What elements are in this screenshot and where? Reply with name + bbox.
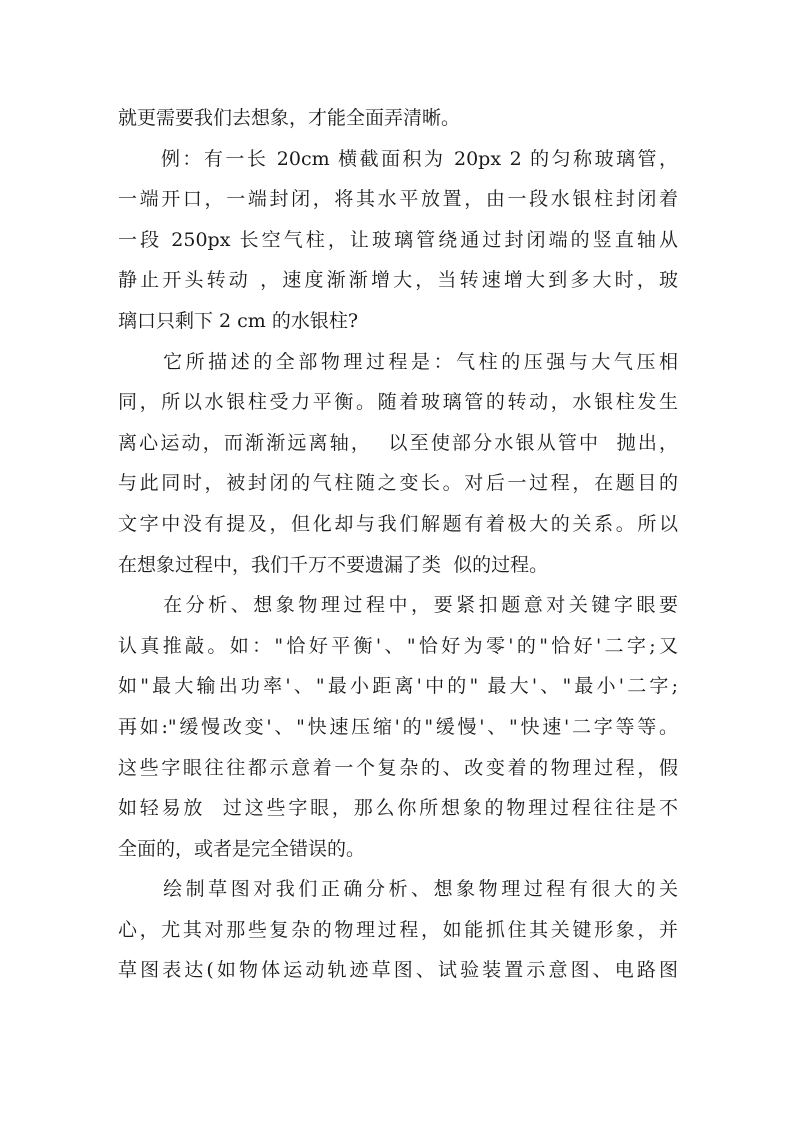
text-line: 全面的，或者是完全错误的。 [118, 837, 366, 860]
text-line: 文字中没有提及，但化却与我们解题有着极大的关系。所以 [118, 512, 678, 535]
body-text [118, 98, 678, 991]
text-line: 再如:"缓慢改变'、"快速压缩'的"缓慢'、"快速'二字等等。 [118, 715, 678, 738]
text-line: 离心运动，而渐渐远离轴， 以至使部分水银从管中 抛出， [118, 431, 678, 454]
text-line: 认真推敲。如："恰好平衡'、"恰好为零'的"恰好'二字;又 [118, 634, 678, 657]
text-line: 例：有一长 20cm 横截面积为 20px 2 的匀称玻璃管， [118, 147, 678, 170]
text-line: 一端开口，一端封闭，将其水平放置，由一段水银柱封闭着 [118, 188, 678, 211]
text-line: 如轻易放 过这些字眼，那么你所想象的物理过程往往是不 [118, 797, 678, 820]
text-line: 如"最大输出功率'、"最小距离'中的" 最大'、"最小'二字; [118, 675, 678, 698]
text-line: 同，所以水银柱受力平衡。随着玻璃管的转动，水银柱发生 [118, 391, 678, 414]
text-line: 心，尤其对那些复杂的物理过程，如能抓住其关键形象，并 [118, 918, 678, 941]
text-line: 就更需要我们去想象，才能全面弄清晰。 [118, 107, 461, 129]
text-line: 绘制草图对我们正确分析、想象物理过程有很大的关 [118, 878, 678, 901]
text-line: 这些字眼往往都示意着一个复杂的、改变着的物理过程，假 [118, 756, 678, 779]
text-line: 它所描述的全部物理过程是：气柱的压强与大气压相 [118, 350, 678, 373]
text-line: 与此同时，被封闭的气柱随之变长。对后一过程，在题目的 [118, 472, 678, 495]
text-line: 静止开头转动 ，速度渐渐增大，当转速增大到多大时，玻 [118, 269, 678, 292]
text-line: 璃口只剩下 2 cm 的水银柱? [118, 309, 359, 332]
text-line: 草图表达(如物体运动轨迹草图、试验装置示意图、电路图 [118, 959, 678, 982]
text-line: 在想象过程中，我们千万不要遗漏了类 似的过程。 [118, 553, 549, 576]
text-line: 在分析、想象物理过程中，要紧扣题意对关键字眼要 [118, 594, 678, 617]
text-line: 一段 250px 长空气柱，让玻璃管绕通过封闭端的竖直轴从 [118, 228, 678, 251]
